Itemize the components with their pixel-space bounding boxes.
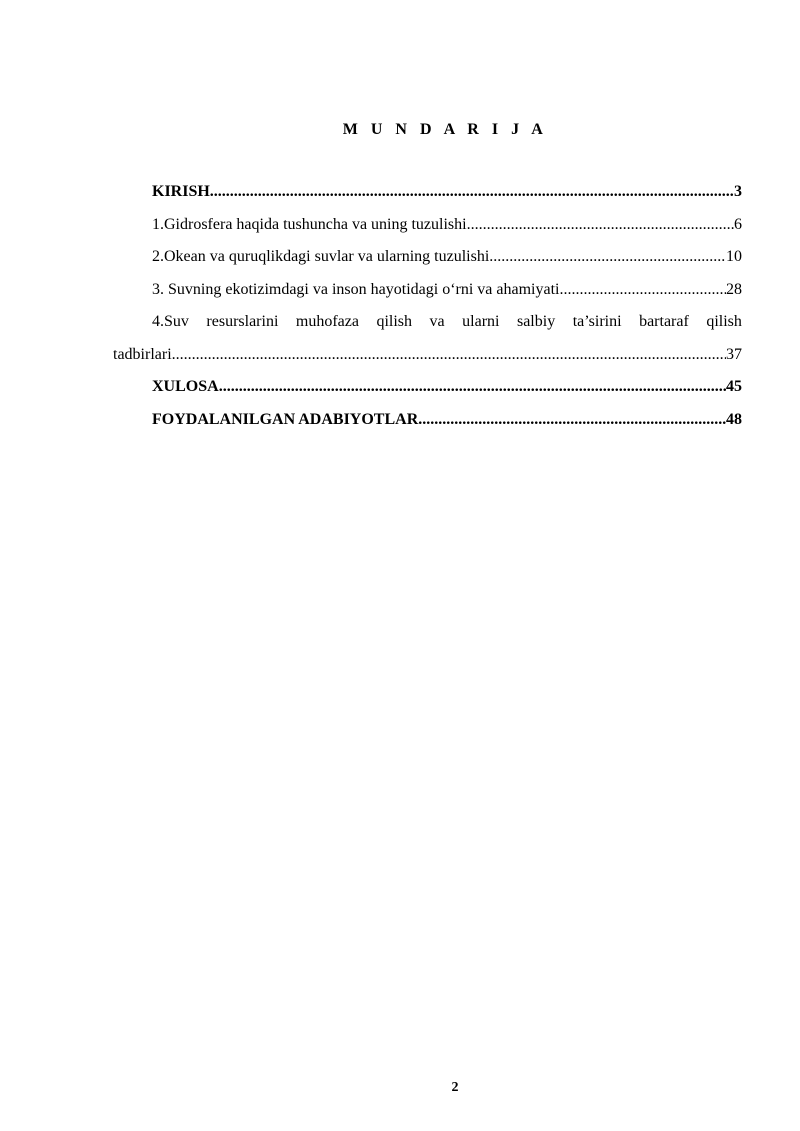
toc-entry-title: 2.Okean va quruqlikdagi suvlar va ularning tuzulishi xyxy=(152,248,490,265)
toc-entry-2[interactable] xyxy=(113,241,742,274)
toc-dot-leader xyxy=(467,209,734,242)
toc-entry-adabiyotlar[interactable] xyxy=(113,404,742,437)
toc-dot-leader xyxy=(210,176,734,209)
toc-entry-3[interactable] xyxy=(113,274,742,307)
toc-dot-leader xyxy=(559,274,726,307)
toc-dot-leader xyxy=(219,371,726,404)
toc-entry-title: tadbirlari xyxy=(113,345,172,363)
toc-entry-title: 1.Gidrosfera haqida tushuncha va uning tuzulishi xyxy=(152,215,467,233)
toc-page-number: 10 xyxy=(726,248,742,265)
toc-word: resurslarini xyxy=(206,313,279,330)
toc-word: ularni xyxy=(462,313,500,330)
toc-page-number: 3 xyxy=(734,183,742,200)
toc-word: muhofaza xyxy=(295,313,359,330)
toc-entry-kirish[interactable] xyxy=(113,176,742,209)
page-title: M U N D A R I J A xyxy=(342,121,548,138)
toc-entry-4-line-1[interactable] xyxy=(113,306,742,339)
toc-page-number: 28 xyxy=(726,280,742,298)
toc-entry-title: XULOSA xyxy=(152,378,219,395)
toc-word: salbiy xyxy=(516,313,556,330)
toc-page-number: 48 xyxy=(726,410,742,428)
toc-page-number: 37 xyxy=(726,345,742,363)
page-number: 2 xyxy=(451,1080,459,1095)
table-of-contents xyxy=(113,176,742,436)
toc-word: ta’sirini xyxy=(572,313,622,330)
toc-dot-leader xyxy=(172,339,726,372)
toc-dot-leader xyxy=(418,404,726,437)
toc-page-number: 6 xyxy=(734,215,742,233)
toc-word: va xyxy=(429,313,445,330)
toc-word: 4.Suv xyxy=(152,313,189,330)
toc-entry-title: KIRISH xyxy=(152,183,210,200)
toc-word: qilish xyxy=(706,313,742,330)
toc-entry-xulosa[interactable] xyxy=(113,371,742,404)
toc-entry-4-line-2[interactable] xyxy=(113,339,742,372)
toc-word: bartaraf xyxy=(639,313,689,330)
toc-page-number: 45 xyxy=(726,378,742,395)
toc-dot-leader xyxy=(489,241,726,274)
toc-entry-title: FOYDALANILGAN ADABIYOTLAR xyxy=(152,410,419,428)
toc-word: qilish xyxy=(376,313,413,330)
toc-entry-1[interactable] xyxy=(113,209,742,242)
toc-entry-title: 3. Suvning ekotizimdagi va inson hayotidagi o‘rni va ahamiyati xyxy=(152,280,560,298)
